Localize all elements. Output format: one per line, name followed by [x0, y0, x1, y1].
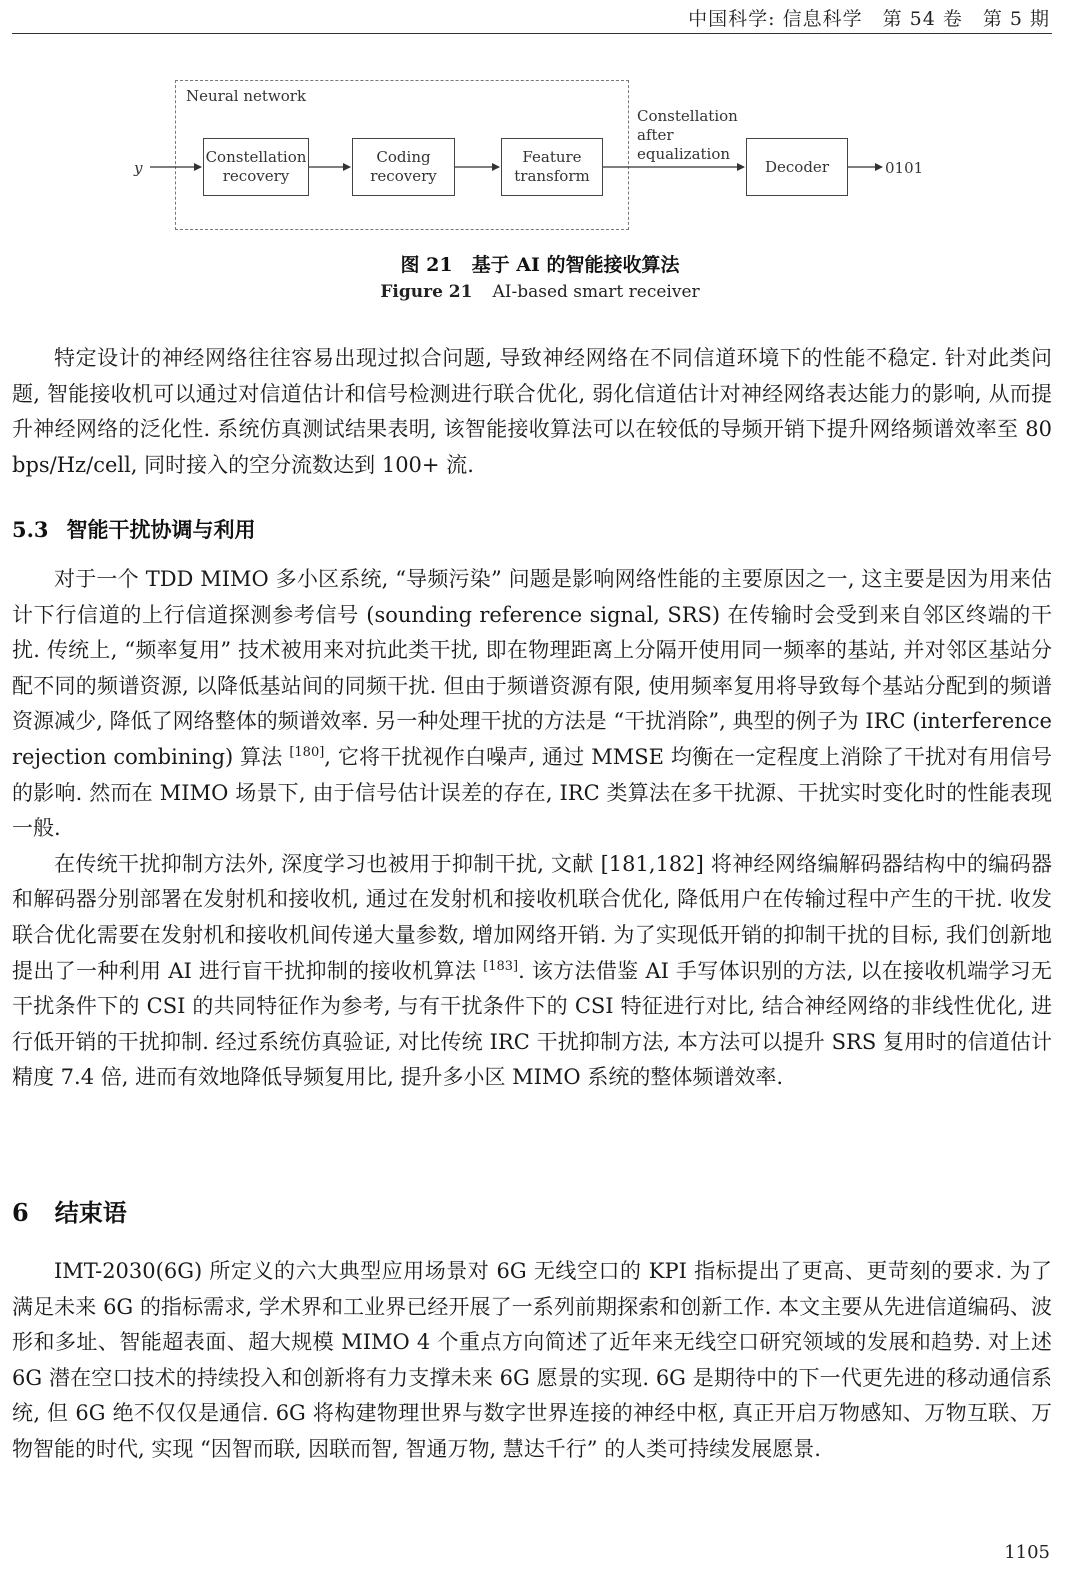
figure-arrows [0, 70, 1080, 250]
figure-caption-cn: 图 21 基于 AI 的智能接收算法 [400, 254, 680, 276]
section-6-heading [12, 1193, 127, 1228]
decoder-label: Decoder [765, 157, 829, 176]
page-number: 1105 [1004, 1542, 1050, 1563]
mid-label-line3: equalization [637, 145, 731, 163]
feature-transform-line1: Feature [522, 148, 582, 166]
input-y-label: y [134, 159, 143, 177]
paragraph-receiver-overfitting: 特定设计的神经网络往往容易出现过拟合问题, 导致神经网络在不同信道环境下的性能不稳定. 针对此类问题, 智能接收机可以通过对信道估计和信号检测进行联合优化, 弱化信道估计对神经网络表达能力的影响, 从而提升神经网络的泛化性. 系统仿真测试结果表明, 该智能接收算法可以在较低的导频开销下提升网络频谱效率至 80 bps/Hz/cell, 同时接入的空分流数达到 100+ 流. [12, 346, 1052, 477]
running-header: 中国科学: 信息科学 第 54 卷 第 5 期 [688, 8, 1050, 30]
feature-transform-line2: transform [514, 167, 590, 185]
constellation-recovery-line2: recovery [222, 167, 290, 185]
figure-caption-en [0, 282, 1080, 302]
section-6-number: 6 [12, 1198, 29, 1227]
section-5-3-number: 5.3 [12, 517, 49, 542]
citation-183: [183] [483, 958, 519, 974]
coding-recovery-line1: Coding [376, 148, 431, 166]
header-rule [12, 33, 1052, 34]
coding-recovery-line2: recovery [370, 167, 437, 185]
citation-180: [180] [289, 744, 325, 760]
section-5-3-paragraph-1: 对于一个 TDD MIMO 多小区系统, “导频污染” 问题是影响网络性能的主要原因之一, 这主要是因为用来估计下行信道的上行信道探测参考信号 (sounding reference signal, SRS) 在传输时会受到来自邻区终端的干扰. 传统上, “频率复用” 技术被用来对抗此类干扰, 即在物理距离上分隔开使用同一频率的基站, 并对邻区基站分配不同的频谱资源, 以降低基站间的同频干扰. 但由于频谱资源有限, 使用频率复用将导致每个基站分配到的频谱资源减少, 降低了网络整体的频谱效率. 另一种处理干扰的方法是 “干扰消除”, 典型的例子为 IRC (interference rejection combining) 算法 [180], 它将干扰视作白噪声, 通过 MMSE 均衡在一定程度上消除了干扰对有用信号的影响. 然而在 MIMO 场景下, 由于信号估计误差的存在, IRC 类算法在多干扰源、干扰实时变化时的性能表现一般. [12, 567, 1052, 841]
section-5-3-body [12, 562, 1052, 1096]
neural-network-label: Neural network [186, 87, 307, 105]
section-5-3-title: 智能干扰协调与利用 [66, 517, 256, 542]
mid-label-line2: after [637, 126, 674, 144]
output-bits-label: 0101 [885, 159, 924, 177]
section-5-3-heading [12, 514, 256, 544]
figure-21 [0, 70, 1080, 310]
mid-label-line1: Constellation [637, 107, 738, 125]
figure-caption-en-prefix: Figure 21 [380, 282, 473, 302]
section-6-title: 结束语 [54, 1198, 127, 1227]
section-5-3-paragraph-2: 在传统干扰抑制方法外, 深度学习也被用于抑制干扰, 文献 [181,182] 将神经网络编解码器结构中的编码器和解码器分别部署在发射机和接收机, 通过在发射机和接收机联合优化, 降低用户在传输过程中产生的干扰. 收发联合优化需要在发射机和接收机间传递大量参数, 增加网络开销. 为了实现低开销的抑制干扰的目标, 我们创新地提出了一种利用 AI 进行盲干扰抑制的接收机算法 [183]. 该方法借鉴 AI 手写体识别的方法, 以在接收机端学习无干扰条件下的 CSI 的共同特征作为参考, 与有干扰条件下的 CSI 特征进行对比, 结合神经网络的非线性优化, 进行低开销的干扰抑制. 经过系统仿真验证, 对比传统 IRC 干扰抑制方法, 本方法可以提升 SRS 复用时的信道估计精度 7.4 倍, 进而有效地降低导频复用比, 提升多小区 MIMO 系统的整体频谱效率. [12, 851, 1052, 1090]
figure-caption-en-text: AI-based smart receiver [492, 282, 700, 302]
constellation-recovery-line1: Constellation [205, 148, 307, 166]
section-6-body [12, 1254, 1052, 1468]
section-6-paragraph-1: IMT-2030(6G) 所定义的六大典型应用场景对 6G 无线空口的 KPI 指标提出了更高、更苛刻的要求. 为了满足未来 6G 的指标需求, 学术界和工业界已经开展了一系列前期探索和创新工作. 本文主要从先进信道编码、波形和多址、智能超表面、超大规模 MIMO 4 个重点方向简述了近年来无线空口研究领域的发展和趋势. 对上述 6G 潜在空口技术的持续投入和创新将有力支撑未来 6G 愿景的实现. 6G 是期待中的下一代更先进的移动通信系统, 但 6G 绝不仅仅是通信. 6G 将构建物理世界与数字世界连接的神经中枢, 真正开启万物感知、万物互联、万物智能的时代, 实现 “因智而联, 因联而智, 智通万物, 慧达千行” 的人类可持续发展愿景. [12, 1259, 1052, 1461]
